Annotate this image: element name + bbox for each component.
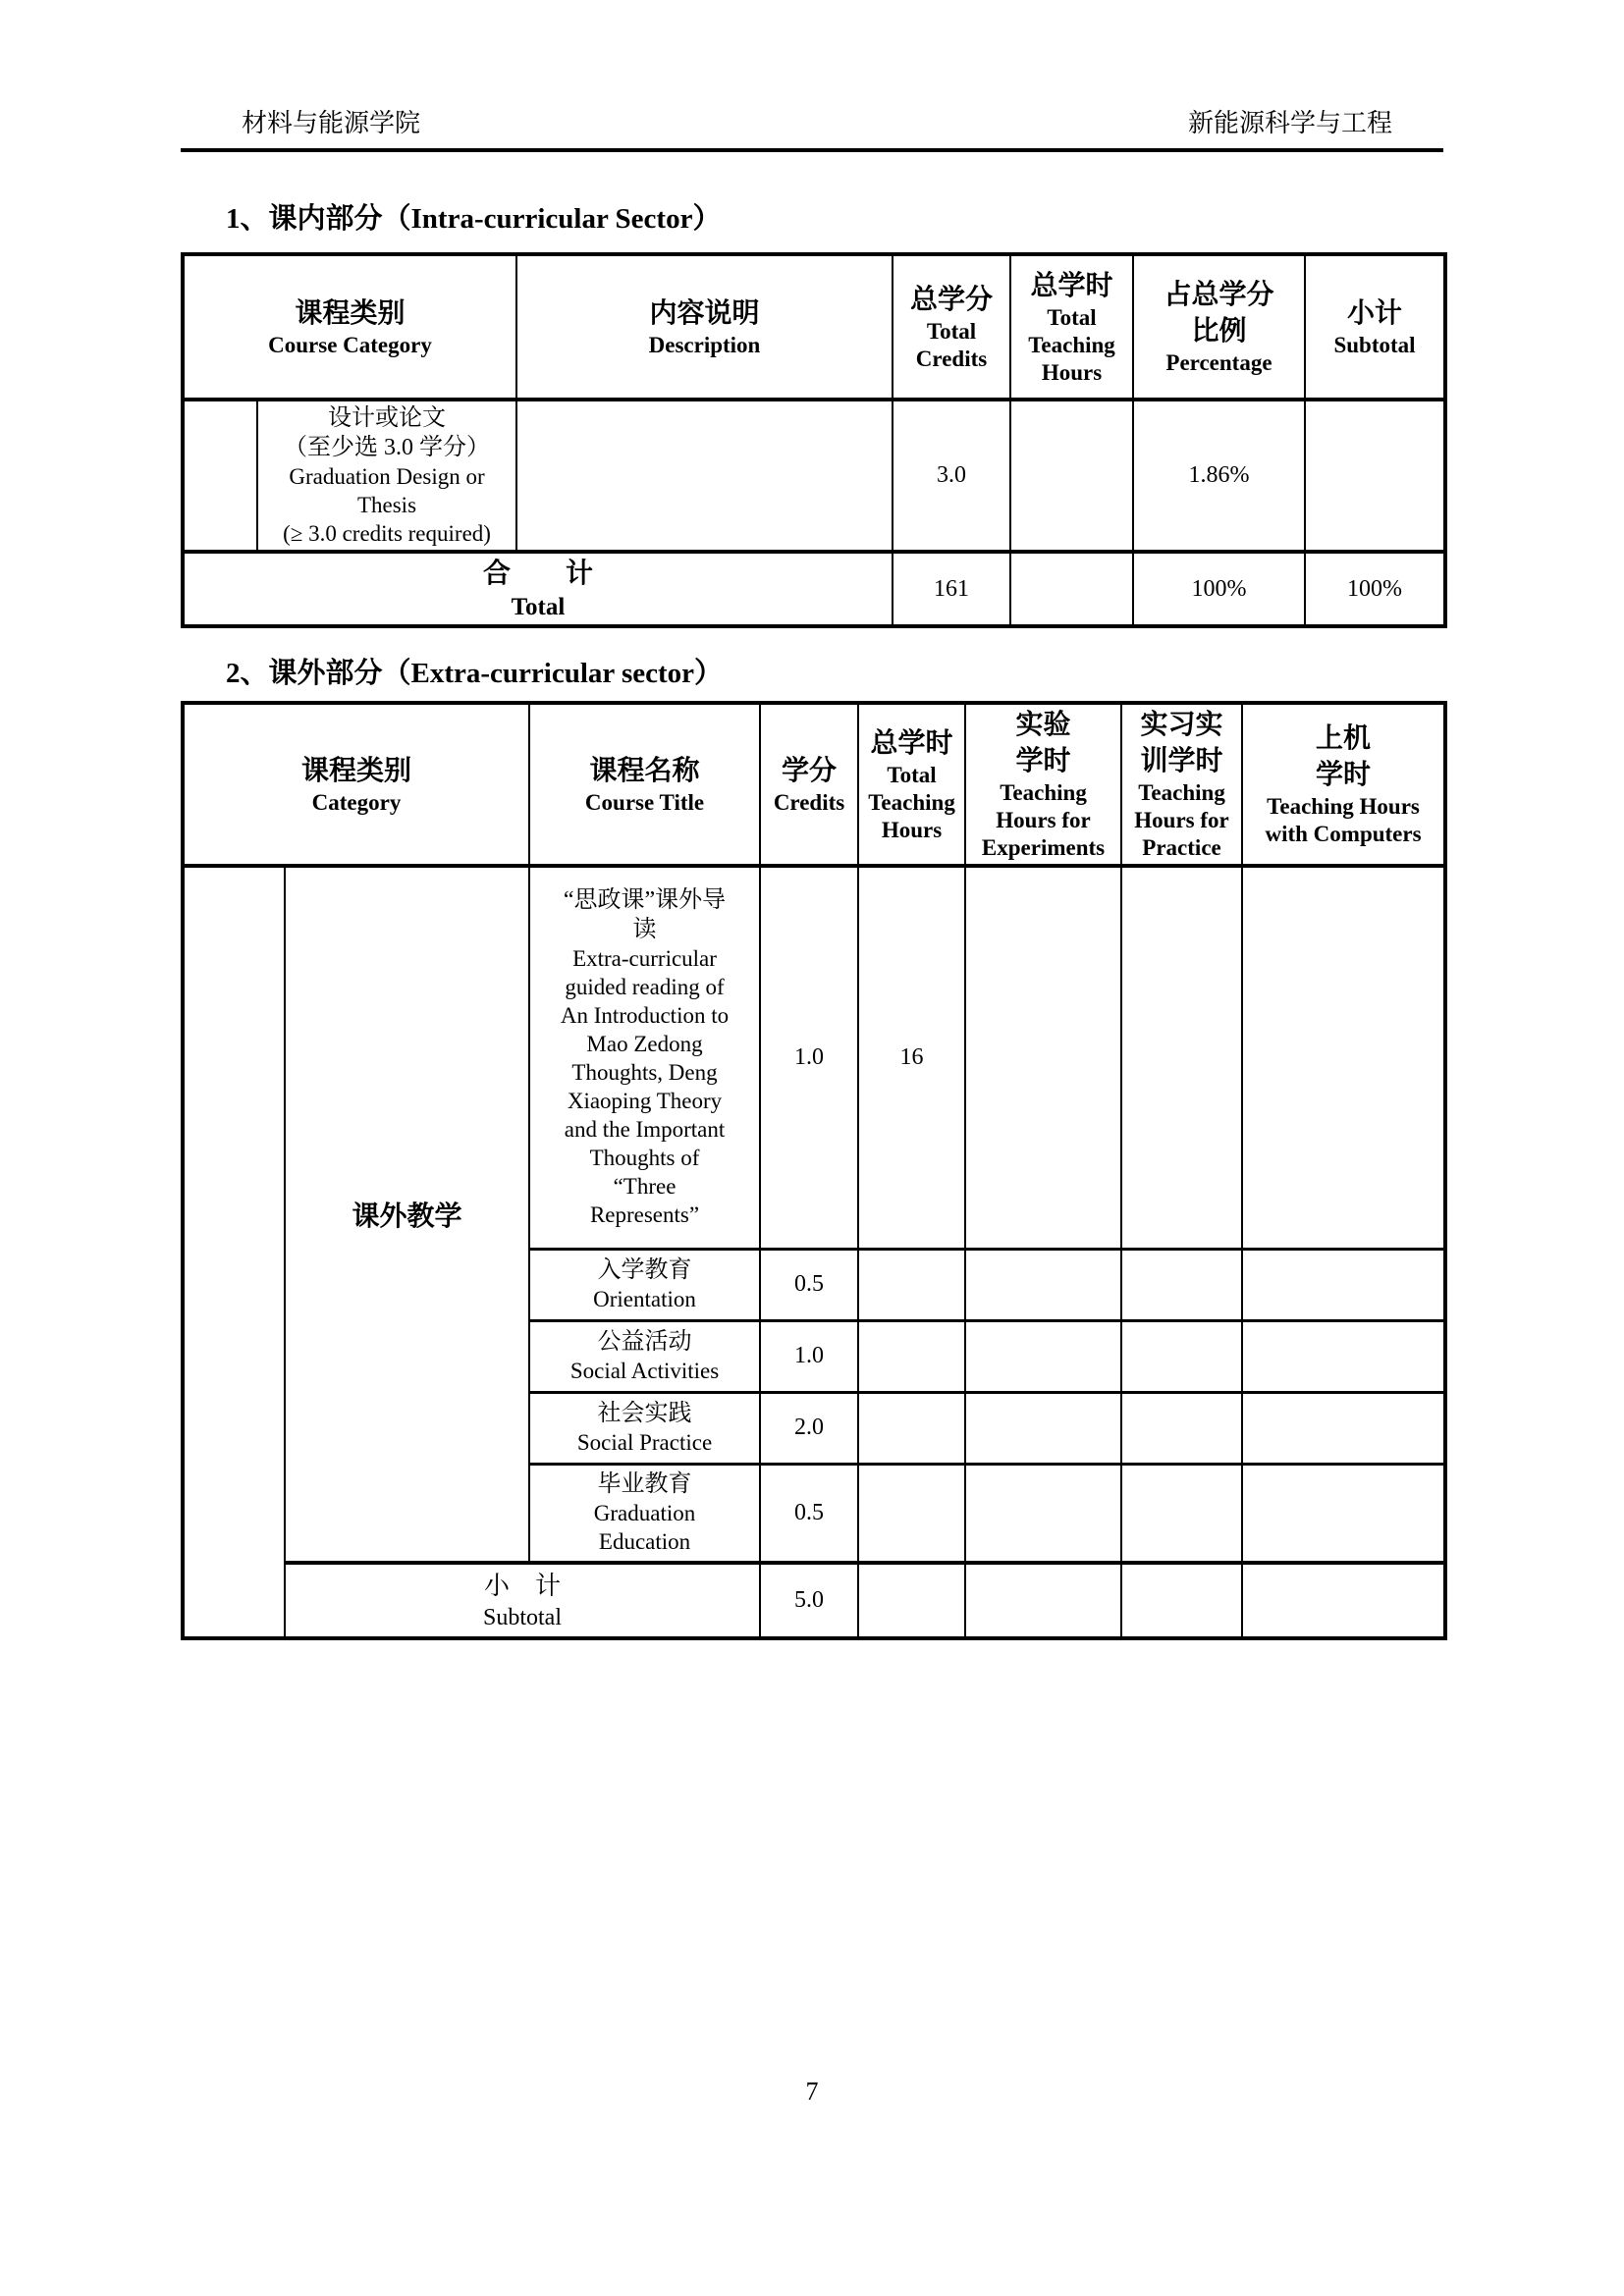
social-practice-experiment-cell: [965, 1392, 1121, 1464]
table1-thesis-row: [183, 400, 1445, 552]
social-practice-practice-cell: [1121, 1392, 1242, 1464]
extra-curricular-table: [181, 701, 1447, 1640]
guided-reading-experiment-cell: [965, 866, 1121, 1249]
subtotal-practice-cell: [1121, 1563, 1242, 1638]
thesis-percentage-cell: 1.86%: [1133, 400, 1305, 552]
social-activities-title-cell: 公益活动 Social Activities: [529, 1320, 760, 1392]
header-percentage: 占总学分 比例 Percentage: [1133, 254, 1305, 400]
total-credits-cell: 161: [893, 552, 1010, 626]
header2-practice-hours: 实习实 训学时 Teaching Hours for Practice: [1121, 703, 1242, 866]
total-teaching-hours-cell: [1010, 552, 1133, 626]
subtotal-experiment-cell: [965, 1563, 1121, 1638]
extra-curricular-teaching-label: 课外教学: [285, 866, 529, 1563]
social-activities-practice-cell: [1121, 1320, 1242, 1392]
subtotal-credits-cell: 5.0: [760, 1563, 858, 1638]
running-head: [181, 108, 1443, 152]
thesis-row-spacer-cell: [183, 400, 257, 552]
orientation-computer-cell: [1242, 1249, 1445, 1320]
orientation-credits-cell: 0.5: [760, 1249, 858, 1320]
header-description: 内容说明 Description: [516, 254, 893, 400]
social-practice-credits-cell: 2.0: [760, 1392, 858, 1464]
total-subtotal-cell: 100%: [1305, 552, 1445, 626]
guided-reading-credits-cell: 1.0: [760, 866, 858, 1249]
thesis-total-credits-cell: 3.0: [893, 400, 1010, 552]
orientation-hours-cell: [858, 1249, 965, 1320]
intra-curricular-table: [181, 252, 1447, 628]
header2-total-teaching-hours: 总学时 Total Teaching Hours: [858, 703, 965, 866]
table1-total-row: [183, 552, 1445, 626]
social-activities-credits-cell: 1.0: [760, 1320, 858, 1392]
thesis-total-teaching-hours-cell: [1010, 400, 1133, 552]
table1-header-row: [183, 254, 1445, 400]
subtotal-computer-cell: [1242, 1563, 1445, 1638]
total-label-cell: 合 计 Total: [183, 552, 893, 626]
subtotal-label-cell: 小 计 Subtotal: [285, 1563, 760, 1638]
table2-header-row: [183, 703, 1445, 866]
graduation-education-hours-cell: [858, 1464, 965, 1563]
social-activities-hours-cell: [858, 1320, 965, 1392]
thesis-subtotal-cell: [1305, 400, 1445, 552]
section2-heading: 2、课外部分（Extra-curricular sector）: [226, 658, 724, 689]
page-content: [181, 0, 1443, 1640]
orientation-title-cell: 入学教育 Orientation: [529, 1249, 760, 1320]
social-activities-experiment-cell: [965, 1320, 1121, 1392]
running-head-right: 新能源科学与工程: [1187, 109, 1392, 137]
page-number: 7: [805, 2077, 819, 2106]
orientation-experiment-cell: [965, 1249, 1121, 1320]
social-practice-hours-cell: [858, 1392, 965, 1464]
thesis-description-cell: [516, 400, 893, 552]
header-subtotal: 小计 Subtotal: [1305, 254, 1445, 400]
orientation-practice-cell: [1121, 1249, 1242, 1320]
guided-reading-computer-cell: [1242, 866, 1445, 1249]
section1-heading: 1、课内部分（Intra-curricular Sector）: [226, 203, 722, 235]
social-practice-computer-cell: [1242, 1392, 1445, 1464]
header2-experiment-hours: 实验 学时 Teaching Hours for Experiments: [965, 703, 1121, 866]
graduation-education-experiment-cell: [965, 1464, 1121, 1563]
header2-course-title: 课程名称 Course Title: [529, 703, 760, 866]
graduation-education-computer-cell: [1242, 1464, 1445, 1563]
table2-spacer-column: [183, 866, 285, 1638]
header2-credits: 学分 Credits: [760, 703, 858, 866]
social-practice-title-cell: 社会实践 Social Practice: [529, 1392, 760, 1464]
total-percentage-cell: 100%: [1133, 552, 1305, 626]
guided-reading-hours-cell: 16: [858, 866, 965, 1249]
header2-computer-hours: 上机 学时 Teaching Hours with Computers: [1242, 703, 1445, 866]
header-total-teaching-hours: 总学时 Total Teaching Hours: [1010, 254, 1133, 400]
guided-reading-title-cell: “思政课”课外导 读 Extra-curricular guided reading of An Introduction to Mao Zedong Thoughts, Deng Xiaoping Theory and the Important Thoughts of “Three Represents”: [529, 866, 760, 1249]
header-course-category-en: Course Category: [268, 332, 432, 357]
graduation-education-credits-cell: 0.5: [760, 1464, 858, 1563]
header-total-credits: 总学分 Total Credits: [893, 254, 1010, 400]
header2-category: 课程类别 Category: [183, 703, 529, 866]
graduation-education-practice-cell: [1121, 1464, 1242, 1563]
running-head-left: 材料与能源学院: [242, 109, 421, 137]
thesis-category-cell: 设计或论文 （至少选 3.0 学分） Graduation Design or Thesis (≥ 3.0 credits required): [257, 400, 516, 552]
social-activities-computer-cell: [1242, 1320, 1445, 1392]
table2-row-guided-reading: [183, 866, 1445, 1249]
table2-subtotal-row: [183, 1563, 1445, 1638]
graduation-education-title-cell: 毕业教育 Graduation Education: [529, 1464, 760, 1563]
guided-reading-practice-cell: [1121, 866, 1242, 1249]
subtotal-hours-cell: [858, 1563, 965, 1638]
header-course-category-zh: 课程类别: [295, 297, 406, 329]
header-course-category: [183, 254, 516, 400]
